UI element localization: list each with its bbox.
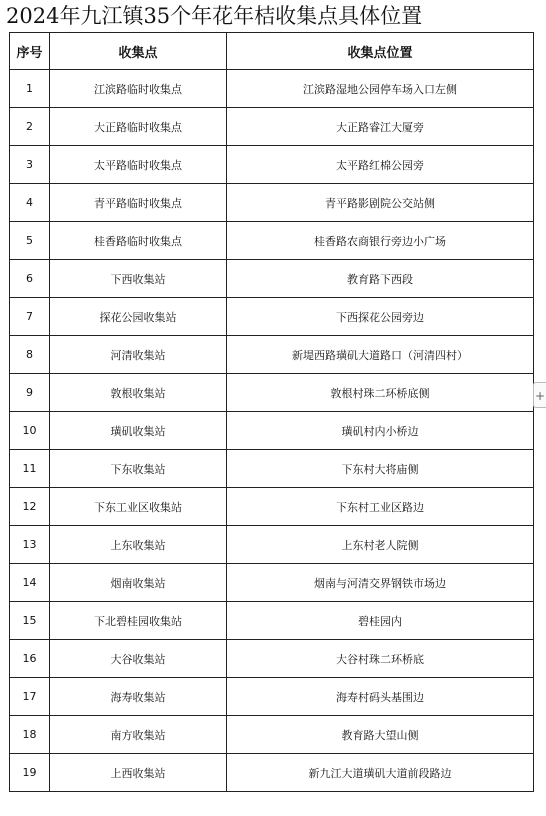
cell-collection-point: 河清收集站 [50,336,227,374]
table-body [10,70,534,792]
page-title: 2024年九江镇35个年花年桔收集点具体位置 [6,4,423,28]
cell-location: 教育路下西段 [227,260,534,298]
cell-collection-point: 烟南收集站 [50,564,227,602]
cell-index: 8 [10,336,50,374]
cell-index: 7 [10,298,50,336]
plus-icon[interactable]: + [533,382,546,408]
cell-index: 9 [10,374,50,412]
cell-collection-point: 海寿收集站 [50,678,227,716]
cell-index: 13 [10,526,50,564]
table-row [10,602,534,640]
cell-collection-point: 青平路临时收集点 [50,184,227,222]
cell-location: 上东村老人院侧 [227,526,534,564]
cell-collection-point: 江滨路临时收集点 [50,70,227,108]
cell-index: 18 [10,716,50,754]
table-row [10,146,534,184]
cell-location: 烟南与河清交界钢铁市场边 [227,564,534,602]
table-row [10,260,534,298]
table-row [10,450,534,488]
cell-index: 17 [10,678,50,716]
cell-location: 青平路影剧院公交站侧 [227,184,534,222]
cell-collection-point: 上东收集站 [50,526,227,564]
cell-location: 璜矶村内小桥边 [227,412,534,450]
header-index: 序号 [10,33,50,70]
cell-collection-point: 桂香路临时收集点 [50,222,227,260]
cell-collection-point: 下东工业区收集站 [50,488,227,526]
table-row [10,754,534,792]
table-row [10,678,534,716]
cell-collection-point: 南方收集站 [50,716,227,754]
cell-collection-point: 敦根收集站 [50,374,227,412]
cell-index: 16 [10,640,50,678]
table-row [10,336,534,374]
cell-location: 海寿村码头基围边 [227,678,534,716]
header-location: 收集点位置 [227,33,534,70]
cell-location: 新九江大道璜矶大道前段路边 [227,754,534,792]
cell-location: 桂香路农商银行旁边小广场 [227,222,534,260]
cell-location: 大谷村珠二环桥底 [227,640,534,678]
cell-index: 10 [10,412,50,450]
cell-location: 敦根村珠二环桥底侧 [227,374,534,412]
cell-location: 大正路睿江大厦旁 [227,108,534,146]
cell-collection-point: 上西收集站 [50,754,227,792]
table-row [10,70,534,108]
cell-index: 2 [10,108,50,146]
cell-collection-point: 璜矶收集站 [50,412,227,450]
table-row [10,184,534,222]
cell-location: 下东村工业区路边 [227,488,534,526]
cell-index: 19 [10,754,50,792]
cell-index: 6 [10,260,50,298]
table-row [10,488,534,526]
cell-collection-point: 大谷收集站 [50,640,227,678]
cell-index: 14 [10,564,50,602]
cell-index: 4 [10,184,50,222]
cell-location: 碧桂园内 [227,602,534,640]
cell-location: 下东村大将庙侧 [227,450,534,488]
cell-collection-point: 下北碧桂园收集站 [50,602,227,640]
table-row [10,298,534,336]
table-row [10,640,534,678]
cell-index: 12 [10,488,50,526]
table-row [10,564,534,602]
cell-location: 下西探花公园旁边 [227,298,534,336]
cell-index: 5 [10,222,50,260]
cell-collection-point: 大正路临时收集点 [50,108,227,146]
cell-collection-point: 下西收集站 [50,260,227,298]
cell-index: 1 [10,70,50,108]
table-row [10,716,534,754]
cell-location: 新堤西路璜矶大道路口（河清四村） [227,336,534,374]
cell-collection-point: 太平路临时收集点 [50,146,227,184]
cell-location: 江滨路湿地公园停车场入口左侧 [227,70,534,108]
table-row [10,374,534,412]
table-row [10,222,534,260]
cell-collection-point: 探花公园收集站 [50,298,227,336]
table-row [10,108,534,146]
table-row [10,526,534,564]
table-row [10,412,534,450]
cell-index: 15 [10,602,50,640]
header-collection-point: 收集点 [50,33,227,70]
cell-index: 11 [10,450,50,488]
cell-location: 太平路红棉公园旁 [227,146,534,184]
cell-index: 3 [10,146,50,184]
cell-location: 教育路大望山侧 [227,716,534,754]
collection-points-table [9,32,534,792]
cell-collection-point: 下东收集站 [50,450,227,488]
table-header-row [10,33,534,70]
